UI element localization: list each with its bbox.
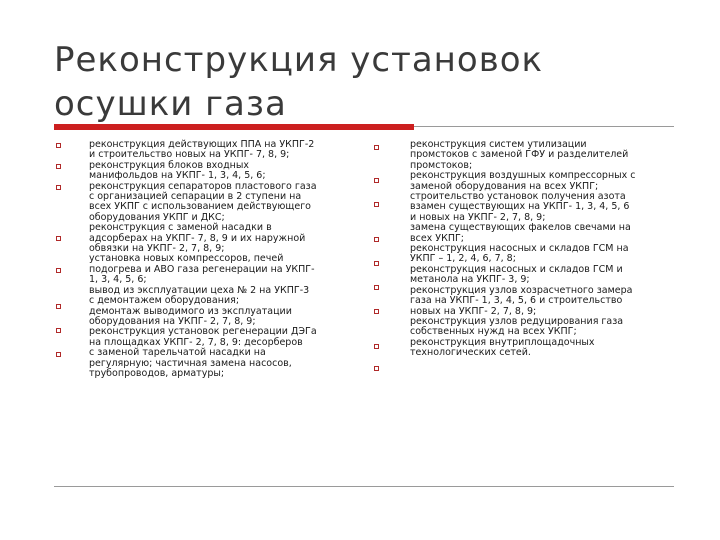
bullet-icon xyxy=(374,237,379,242)
bullet-icon xyxy=(374,366,379,371)
bullet-icon xyxy=(374,344,379,349)
bullet-icon xyxy=(56,268,61,273)
bullet-icon xyxy=(56,143,61,148)
title-accent-bar xyxy=(54,124,414,130)
bullet-icon xyxy=(56,164,61,169)
bullet-icon xyxy=(374,145,379,150)
bullet-icon xyxy=(56,328,61,333)
bullet-icon xyxy=(56,185,61,190)
left-list-text: реконструкция действующих ППА на УКПГ-2 и строительство новых на УКПГ- 7, 8, 9; реконструкция блоков входных манифольдов на УКПГ- 1, 3, 4, 5, 6; реконструкция сепараторов пластового газа с организацией сепарации в 2 ступени на всех УКПГ с использованием действующего оборудования УКПГ и ДКС; реконструкция с заменой насадки в адсорберах на УКПГ- 7, 8, 9 и их наружной обвязки на УКПГ- 2, 7, 8, 9; установка новых компрессоров, печей подогрева и АВО газа регенерации на УКПГ- 1, 3, 4, 5, 6; вывод из эксплуатации цеха № 2 на УКПГ-3 с демонтажем оборудования; демонтаж выводимого из эксплуатации оборудования на УКПГ- 2, 7, 8, 9; реконструкция установок регенерации ДЭГа на площадках УКПГ- 2, 7, 8, 9: десорберов с заменой тарельчатой насадки на регулярную; частичная замена насосов, трубопроводов, арматуры; xyxy=(89,139,317,379)
bullet-icon xyxy=(374,309,379,314)
footer-divider xyxy=(54,486,674,487)
bullet-icon xyxy=(374,178,379,183)
bullet-icon xyxy=(56,304,61,309)
right-list-text: реконструкция систем утилизации промстоков с заменой ГФУ и разделителей промстоков; реконструкция воздушных компрессорных с заменой оборудования на всех УКПГ; строительство установок получения азота взамен существующих на УКПГ- 1, 3, 4, 5, 6 и новых на УКПГ- 2, 7, 8, 9; замена существующих факелов свечами на всех УКПГ; реконструкция насосных и складов ГСМ на УКПГ – 1, 2, 4, 6, 7, 8; реконструкция насосных и складов ГСМ и метанола на УКПГ- 3, 9; реконструкция узлов хозрасчетного замера газа на УКПГ- 1, 3, 4, 5, 6 и строительство новых на УКПГ- 2, 7, 8, 9; реконструкция узлов редуцирования газа собственных нужд на всех УКПГ; реконструкция внутриплощадочных технологических сетей. xyxy=(410,139,636,359)
bullet-icon xyxy=(56,236,61,241)
page-title: Реконструкция установок осушки газа xyxy=(54,40,544,124)
bullet-icon xyxy=(374,261,379,266)
bullet-icon xyxy=(56,352,61,357)
bullet-icon xyxy=(374,285,379,290)
bullet-icon xyxy=(374,202,379,207)
